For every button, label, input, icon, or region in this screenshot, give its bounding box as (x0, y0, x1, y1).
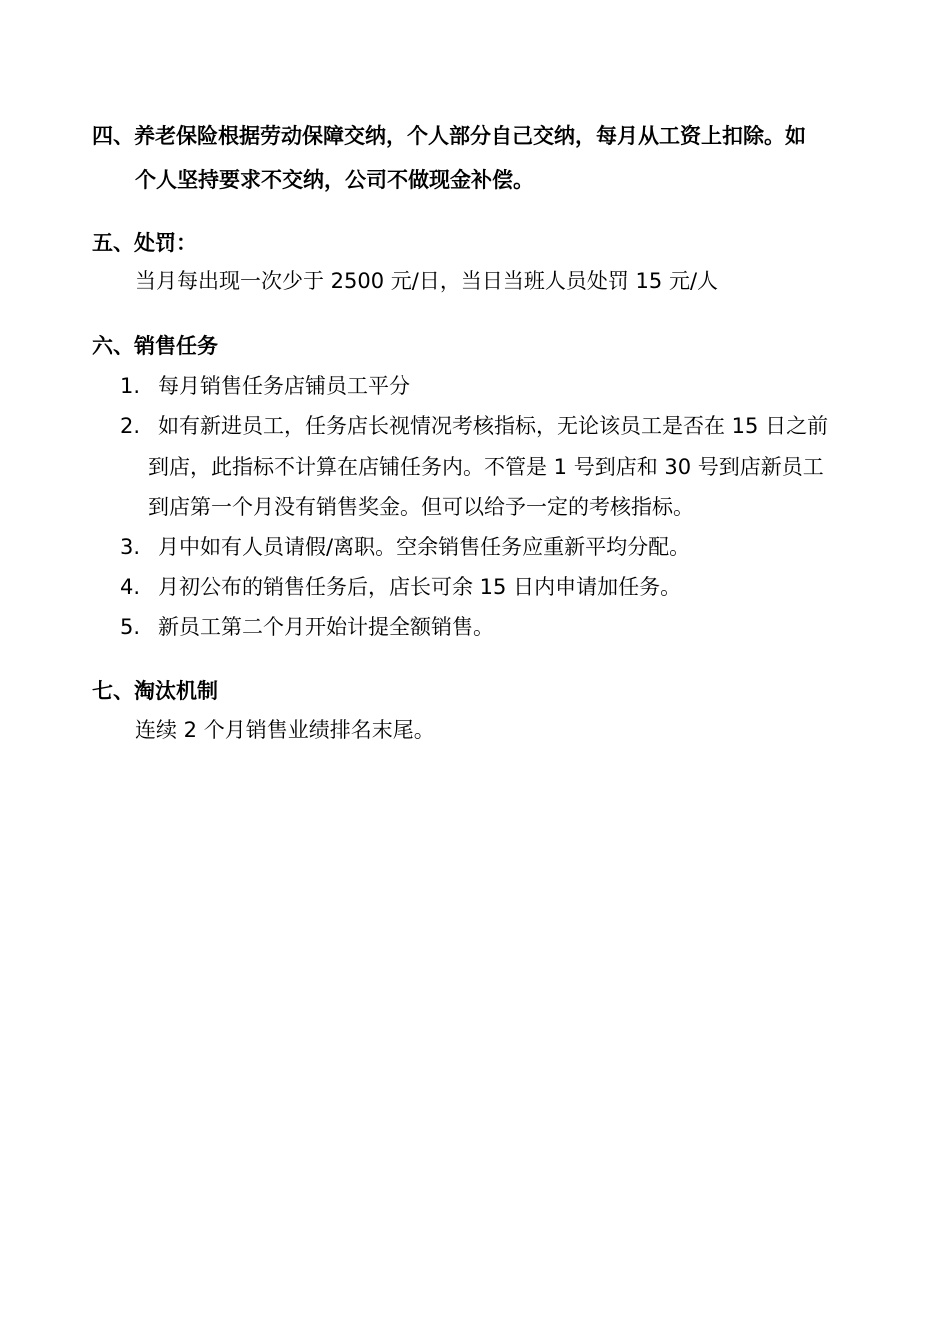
list-item (120, 613, 494, 641)
section-7-heading: 七、淘汰机制 (92, 679, 218, 703)
list-item-number: 5. (120, 615, 141, 639)
section-4-line-2: 个人坚持要求不交纳，公司不做现金补偿。 (135, 168, 534, 192)
list-item-continuation: 到店，此指标不计算在店铺任务内。不管是 1 号到店和 30 号到店新员工 (148, 455, 824, 479)
list-item (120, 372, 410, 400)
list-item-text: 新员工第二个月开始计提全额销售。 (158, 615, 494, 639)
list-item (120, 573, 681, 601)
list-item-number: 4. (120, 575, 141, 599)
section-6-heading: 六、销售任务 (92, 334, 218, 358)
list-item-text: 月初公布的销售任务后，店长可余 15 日内申请加任务。 (158, 575, 682, 599)
list-item (120, 533, 690, 561)
section-5-heading: 五、处罚： (92, 231, 197, 255)
section-4-line-1: 四、养老保险根据劳动保障交纳，个人部分自己交纳，每月从工资上扣除。如 (92, 124, 806, 148)
list-item-text: 月中如有人员请假/离职。空余销售任务应重新平均分配。 (158, 535, 691, 559)
section-7-text: 连续 2 个月销售业绩排名末尾。 (135, 718, 435, 742)
list-item-continuation: 到店第一个月没有销售奖金。但可以给予一定的考核指标。 (148, 495, 694, 519)
list-item-text: 每月销售任务店铺员工平分 (158, 374, 410, 398)
list-item-number: 2. (120, 414, 141, 438)
list-item-number: 1. (120, 374, 141, 398)
section-5-text: 当月每出现一次少于 2500 元/日，当日当班人员处罚 15 元/人 (135, 269, 719, 293)
list-item-text: 如有新进员工，任务店长视情况考核指标，无论该员工是否在 15 日之前 (158, 414, 829, 438)
list-item (120, 412, 828, 440)
list-item-number: 3. (120, 535, 141, 559)
